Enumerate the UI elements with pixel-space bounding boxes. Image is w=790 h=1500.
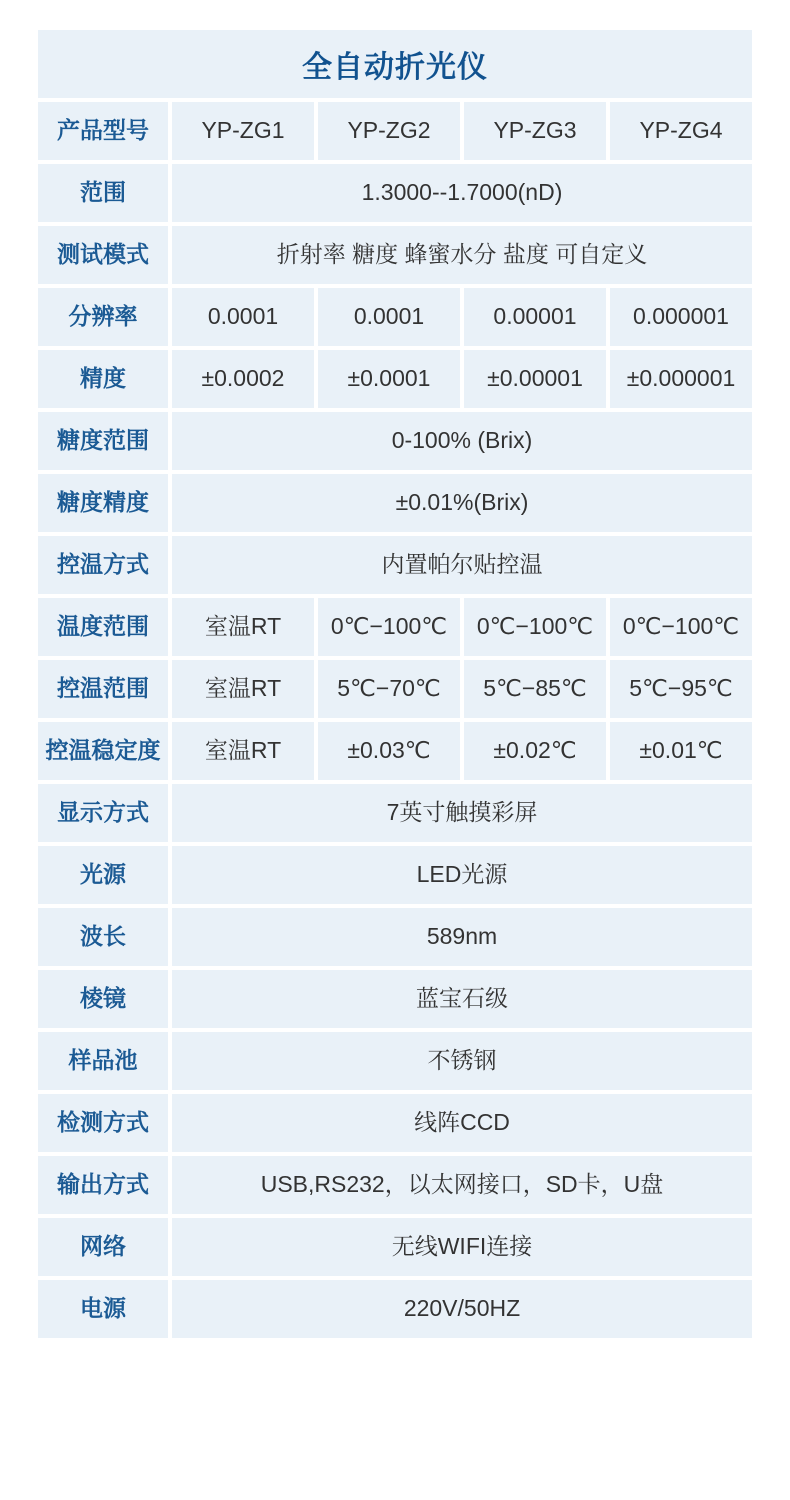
spec-value-cell-merged: 1.3000--1.7000(nD) [172, 164, 752, 222]
spec-value-cell: 5℃−85℃ [464, 660, 606, 718]
spec-value-cell-merged: 220V/50HZ [172, 1280, 752, 1338]
spec-value-cell-merged: 0-100% (Brix) [172, 412, 752, 470]
spec-value-cell: 0.000001 [610, 288, 752, 346]
spec-row-label: 波长 [38, 908, 168, 966]
spec-value-cell: YP-ZG1 [172, 102, 314, 160]
spec-value-cell: 0℃−100℃ [464, 598, 606, 656]
spec-row-label: 样品池 [38, 1032, 168, 1090]
spec-value-cell: 5℃−70℃ [318, 660, 460, 718]
spec-row-label: 检测方式 [38, 1094, 168, 1152]
spec-row-label: 光源 [38, 846, 168, 904]
spec-value-cell: 室温RT [172, 660, 314, 718]
spec-value-cell-merged: 7英寸触摸彩屏 [172, 784, 752, 842]
spec-row-label: 产品型号 [38, 102, 168, 160]
spec-value-cell: 室温RT [172, 598, 314, 656]
spec-row-label: 范围 [38, 164, 168, 222]
spec-row-label: 测试模式 [38, 226, 168, 284]
spec-value-cell: 0℃−100℃ [318, 598, 460, 656]
spec-value-cell: ±0.00001 [464, 350, 606, 408]
spec-value-cell: ±0.0001 [318, 350, 460, 408]
spec-value-cell: 0.0001 [318, 288, 460, 346]
spec-row-label: 棱镜 [38, 970, 168, 1028]
spec-value-cell-merged: 线阵CCD [172, 1094, 752, 1152]
spec-value-cell-merged: 无线WIFI连接 [172, 1218, 752, 1276]
spec-value-cell-merged: USB,RS232，以太网接口，SD卡，U盘 [172, 1156, 752, 1214]
spec-value-cell-merged: 折射率 糖度 蜂蜜水分 盐度 可自定义 [172, 226, 752, 284]
spec-value-cell-merged: 内置帕尔贴控温 [172, 536, 752, 594]
page-title: 全自动折光仪 [38, 30, 752, 98]
spec-value-cell: ±0.02℃ [464, 722, 606, 780]
spec-value-cell-merged: 不锈钢 [172, 1032, 752, 1090]
spec-row-label: 控温稳定度 [38, 722, 168, 780]
spec-value-cell-merged: 蓝宝石级 [172, 970, 752, 1028]
spec-value-cell: 0.00001 [464, 288, 606, 346]
spec-value-cell: ±0.03℃ [318, 722, 460, 780]
spec-value-cell: YP-ZG2 [318, 102, 460, 160]
spec-value-cell: ±0.01℃ [610, 722, 752, 780]
spec-value-cell-merged: 589nm [172, 908, 752, 966]
spec-value-cell: 5℃−95℃ [610, 660, 752, 718]
spec-row-label: 控温范围 [38, 660, 168, 718]
spec-row-label: 糖度精度 [38, 474, 168, 532]
spec-value-cell: 0℃−100℃ [610, 598, 752, 656]
spec-row-label: 电源 [38, 1280, 168, 1338]
spec-row-label: 输出方式 [38, 1156, 168, 1214]
spec-value-cell: 室温RT [172, 722, 314, 780]
spec-table [38, 30, 752, 1338]
spec-row-label: 糖度范围 [38, 412, 168, 470]
spec-value-cell: 0.0001 [172, 288, 314, 346]
spec-row-label: 温度范围 [38, 598, 168, 656]
spec-row-label: 显示方式 [38, 784, 168, 842]
spec-value-cell: ±0.000001 [610, 350, 752, 408]
spec-row-label: 精度 [38, 350, 168, 408]
spec-value-cell: YP-ZG3 [464, 102, 606, 160]
spec-value-cell-merged: LED光源 [172, 846, 752, 904]
spec-row-label: 网络 [38, 1218, 168, 1276]
spec-row-label: 控温方式 [38, 536, 168, 594]
spec-value-cell-merged: ±0.01%(Brix) [172, 474, 752, 532]
spec-row-label: 分辨率 [38, 288, 168, 346]
spec-value-cell: YP-ZG4 [610, 102, 752, 160]
spec-value-cell: ±0.0002 [172, 350, 314, 408]
